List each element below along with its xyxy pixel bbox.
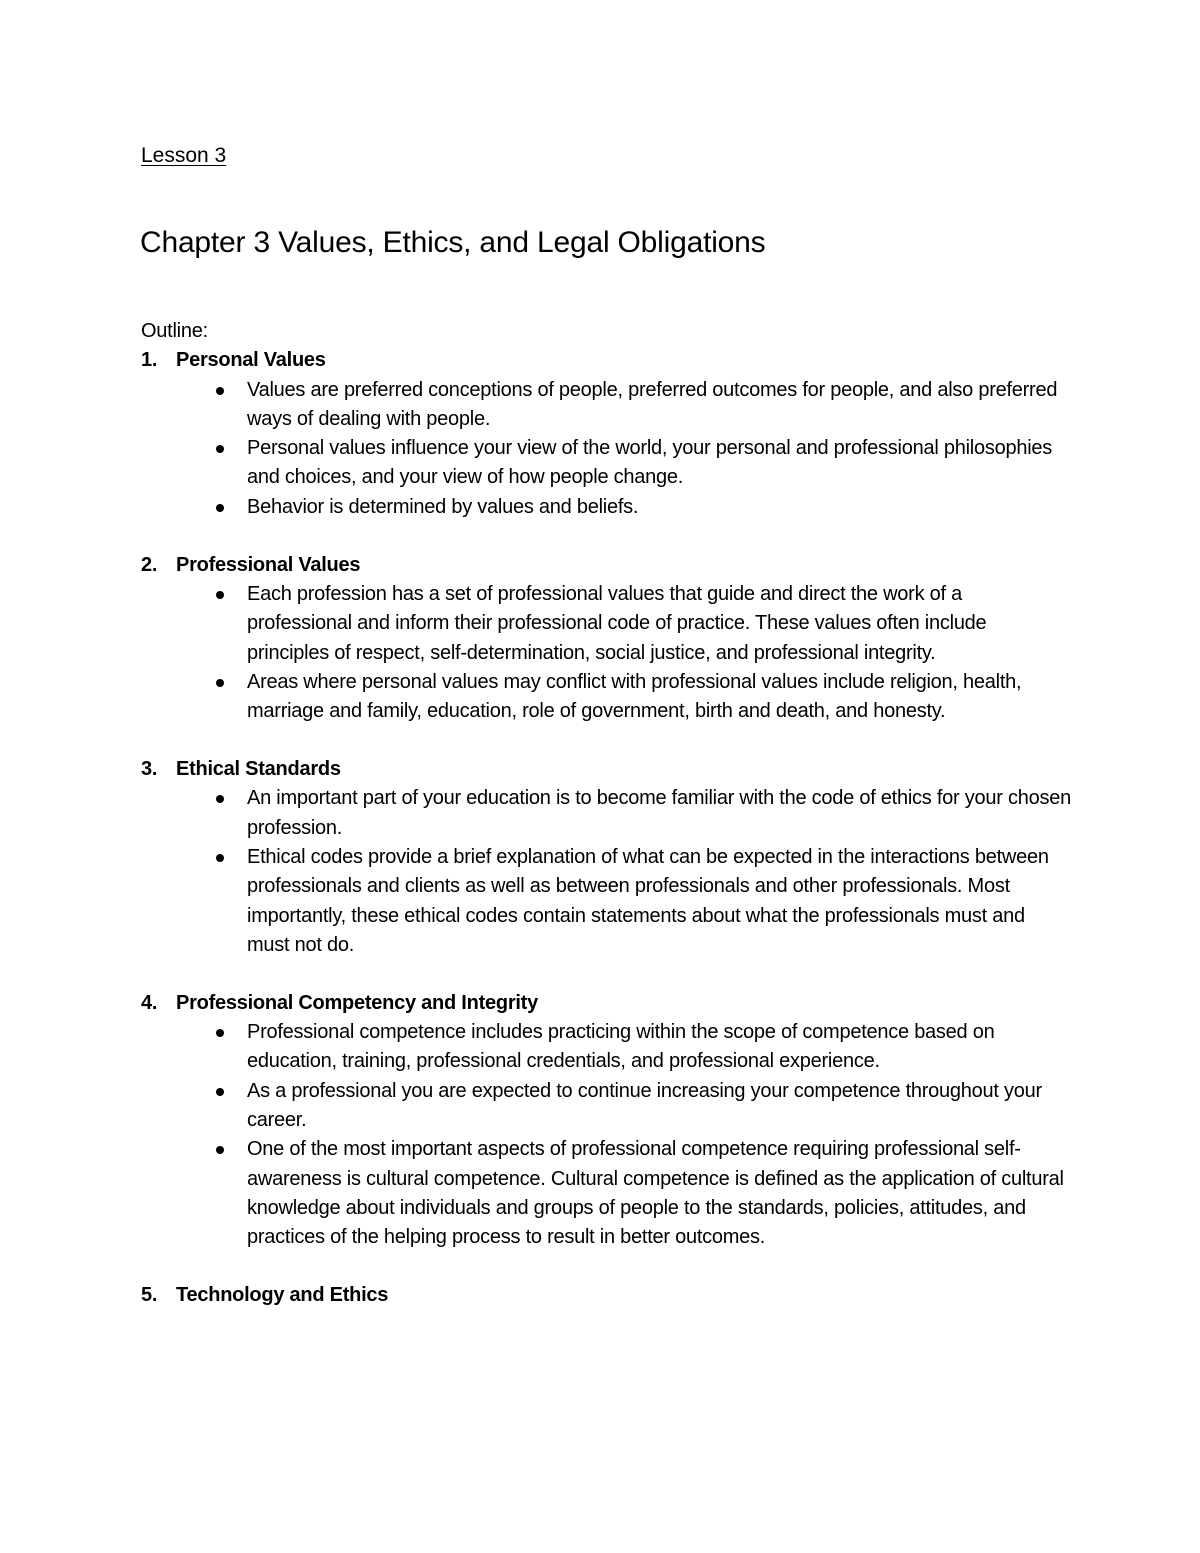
bullet-dot-icon — [216, 1029, 224, 1037]
bullet-item — [141, 668, 1101, 727]
chapter-title: Chapter 3 Values, Ethics, and Legal Obligations — [140, 226, 766, 259]
bullet-text: Areas where personal values may conflict with professional values include religion, health, marriage and family, education, role of government, birth and death, and honesty. — [247, 670, 1022, 723]
bullet-text: Values are preferred conceptions of people, preferred outcomes for people, and also preferred ways of dealing with people. — [247, 378, 1058, 430]
section-title: Professional Values — [176, 553, 361, 576]
bullet-item — [141, 376, 1101, 435]
section-heading — [141, 1281, 1101, 1310]
bullet-text: Professional competence includes practicing within the scope of competence based on education, training, professional credentials, and professional experience. — [247, 1021, 995, 1073]
section-title: Technology and Ethics — [176, 1283, 389, 1306]
bullet-item — [141, 1018, 1101, 1077]
section-number: 3. — [141, 758, 158, 781]
outline-label: Outline: — [141, 320, 208, 342]
lesson-label: Lesson 3 — [141, 144, 227, 167]
bullet-list — [141, 784, 1101, 960]
bullet-text: As a professional you are expected to continue increasing your competence throughout your career. — [247, 1079, 1042, 1131]
bullet-item — [141, 843, 1101, 960]
section-title: Professional Competency and Integrity — [176, 991, 538, 1014]
section-heading — [141, 755, 1101, 784]
bullet-dot-icon — [216, 1088, 224, 1096]
bullet-text: Personal values influence your view of the world, your personal and professional philosophies and choices, and your view of how people change. — [247, 437, 1053, 489]
section-spacer — [141, 960, 1101, 989]
bullet-item — [141, 580, 1101, 668]
bullet-dot-icon — [216, 387, 224, 395]
outline-sections — [141, 346, 1101, 1310]
section-spacer — [141, 522, 1101, 551]
bullet-dot-icon — [216, 854, 224, 862]
section-number: 4. — [141, 991, 158, 1014]
bullet-dot-icon — [216, 1146, 224, 1154]
section-title: Ethical Standards — [176, 758, 341, 781]
section-title: Personal Values — [176, 349, 326, 372]
outline — [141, 317, 1101, 1310]
bullet-dot-icon — [216, 445, 224, 453]
bullet-dot-icon — [216, 504, 224, 512]
bullet-item — [141, 493, 1101, 522]
bullet-item — [141, 1135, 1101, 1252]
bullet-text: Behavior is determined by values and beliefs. — [247, 495, 639, 518]
bullet-list — [141, 1018, 1101, 1252]
section-heading — [141, 989, 1101, 1018]
section-spacer — [141, 1252, 1101, 1281]
bullet-list — [141, 376, 1101, 522]
bullet-dot-icon — [216, 679, 224, 687]
bullet-text: Ethical codes provide a brief explanation of what can be expected in the interactions between professionals and clients as well as between professionals and other professionals. Most importantly, these ethical codes contain statements about what the professionals must and must not do. — [247, 845, 1049, 956]
bullet-text: An important part of your education is to become familiar with the code of ethics for your chosen profession. — [247, 787, 1071, 839]
section-heading — [141, 551, 1101, 580]
bullet-dot-icon — [216, 795, 224, 803]
section-heading — [141, 346, 1101, 375]
bullet-list — [141, 580, 1101, 726]
bullet-text: One of the most important aspects of professional competence requiring professional self-awareness is cultural competence. Cultural competence is defined as the application of cultural knowledge about individuals and groups of people to the standards, policies, attitudes, and practices of the helping process to result in better outcomes. — [247, 1138, 1064, 1249]
section-number: 1. — [141, 349, 158, 372]
section-number: 5. — [141, 1283, 158, 1306]
bullet-item — [141, 784, 1101, 843]
bullet-item — [141, 434, 1101, 493]
section-number: 2. — [141, 553, 158, 576]
section-spacer — [141, 726, 1101, 755]
bullet-dot-icon — [216, 591, 224, 599]
bullet-text: Each profession has a set of professional values that guide and direct the work of a professional and inform their professional code of practice. These values often include principles of respect, self-determination, social justice, and professional integrity. — [247, 582, 987, 664]
bullet-item — [141, 1077, 1101, 1136]
